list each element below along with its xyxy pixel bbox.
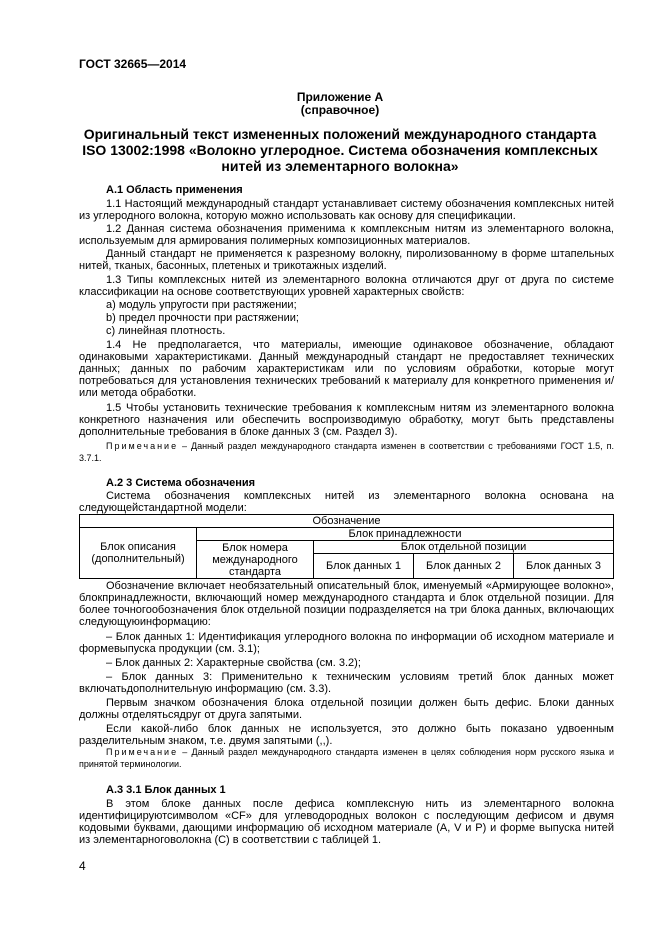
paragraph: Первым значком обозначения блока отдельной позиции должен быть дефис. Блоки данных должны отделятьсядруг от друга запятыми. xyxy=(79,697,614,721)
note-text: – Данный раздел международного стандарта изменен в целях соблюдения норм русского языка и принятой терминологии. xyxy=(79,747,614,769)
data-block-2-cell: Блок данных 2 xyxy=(414,554,514,579)
section-a2-heading: А.2 3 Система обозначения xyxy=(106,477,256,489)
section-a1-heading: А.1 Область применения xyxy=(106,184,243,196)
document-title-line: ISO 13002:1998 «Волокно углеродное. Система обозначения комплексных xyxy=(82,142,598,158)
document-title xyxy=(70,126,610,174)
annex-heading xyxy=(70,91,610,117)
document-title-line: нитей из элементарного волокна» xyxy=(221,158,459,174)
paragraph: – Блок данных 3: Применительно к техническим условиям третий блок данных может включатьдополнительную информацию (см. 3.3). xyxy=(79,671,614,695)
list-item: b) предел прочности при растяжении; xyxy=(106,312,299,324)
standard-number-block-cell: Блок номера международного стандарта xyxy=(197,541,314,579)
note xyxy=(79,440,614,464)
annex-title: Приложение А xyxy=(296,90,384,104)
annex-subtitle: (справочное) xyxy=(300,103,380,117)
paragraph: 1.3 Типы комплексных нитей из элементарного волокна отличаются друг от друга по системе классификации на основе соответствующих уровней характерных свойств: xyxy=(79,274,614,298)
paragraph: 1.1 Настоящий международный стандарт устанавливает систему обозначения комплексных нитей из углеродного волокна, которую можно использовать как основу для спецификации. xyxy=(79,198,614,222)
paragraph: 1.5 Чтобы установить технические требования к комплексным нитям из элементарного волокна конкретного назначения или обеспечить воспроизводимую обработку, могут быть представлены дополнительные требования в блоке данных 3 (см. Раздел 3). xyxy=(79,402,614,438)
paragraph: 1.2 Данная система обозначения применима к комплексным нитям из элементарного волокна, используемым для армирования полимерных композиционных материалов. xyxy=(79,223,614,247)
paragraph: – Блок данных 2: Характерные свойства (см. 3.2); xyxy=(106,657,361,669)
note-label: Примечание xyxy=(106,441,179,451)
data-block-1-cell: Блок данных 1 xyxy=(314,554,414,579)
position-block-cell: Блок отдельной позиции xyxy=(314,541,614,554)
belonging-block-cell: Блок принадлежности xyxy=(197,528,614,541)
paragraph: Данный стандарт не применяется к разрезному волокну, пиролизованному в форме штапельных нитей, тканых, басонных, плетеных и трикотажных изделий. xyxy=(79,248,614,272)
paragraph: Система обозначения комплексных нитей из элементарного волокна основана на следующейстандартной модели: xyxy=(79,490,614,514)
designation-cell: Обозначение xyxy=(80,515,614,528)
standard-number: ГОСТ 32665—2014 xyxy=(79,57,187,71)
note-text: – Данный раздел международного стандарта изменен в соответствии с требованиями ГОСТ 1.5, п. 3.7.1. xyxy=(79,441,614,463)
list-item: c) линейная плотность. xyxy=(106,325,226,337)
note xyxy=(79,746,614,770)
list-item: а) модуль упругости при растяжении; xyxy=(106,299,297,311)
paragraph: 1.4 Не предполагается, что материалы, имеющие одинаковое обозначение, обладают одинаковыми характеристиками. Данный международный стандарт не предоставляет технических данных; данных по рабочим характеристикам или по условиям обработки, которые могут потребоваться для установления технических требований к материалу для конкретного применения и/или метода обработки. xyxy=(79,339,614,399)
note-label: Примечание xyxy=(106,747,179,757)
paragraph: В этом блоке данных после дефиса комплексную нить из элементарного волокна идентифицируютсимволом «CF» для углеводородных волокон с последующим дефисом и двумя кодовыми буквами, дающими информацию об исходном материале (А, V и Р) и форме выпуска нитей из элементарноговолокна (С) в соответствии с таблицей 1. xyxy=(79,798,614,846)
designation-table xyxy=(79,514,614,579)
paragraph: – Блок данных 1: Идентификация углеродного волокна по информации об исходном материале и формевыпуска продукции (см. 3.1); xyxy=(79,631,614,655)
paragraph: Если какой-либо блок данных не используется, это должно быть показано удвоенным разделительным знаком, т.е. двумя запятыми (,,). xyxy=(79,723,614,747)
page-number: 4 xyxy=(79,859,86,873)
data-block-3-cell: Блок данных 3 xyxy=(514,554,614,579)
section-a3-heading: А.3 3.1 Блок данных 1 xyxy=(106,784,226,796)
paragraph: Обозначение включает необязательный описательный блок, именуемый «Армирующее волокно», блокпринадлежности, включающий номер международного стандарта и блок отдельной позиции. Для более точногообозначения блок отдельной позиции подразделяется на три блока данных, включающих следующуюинформацию: xyxy=(79,580,614,628)
description-block-cell: Блок описания (дополнительный) xyxy=(80,528,197,579)
document-title-line: Оригинальный текст измененных положений международного стандарта xyxy=(83,126,597,142)
